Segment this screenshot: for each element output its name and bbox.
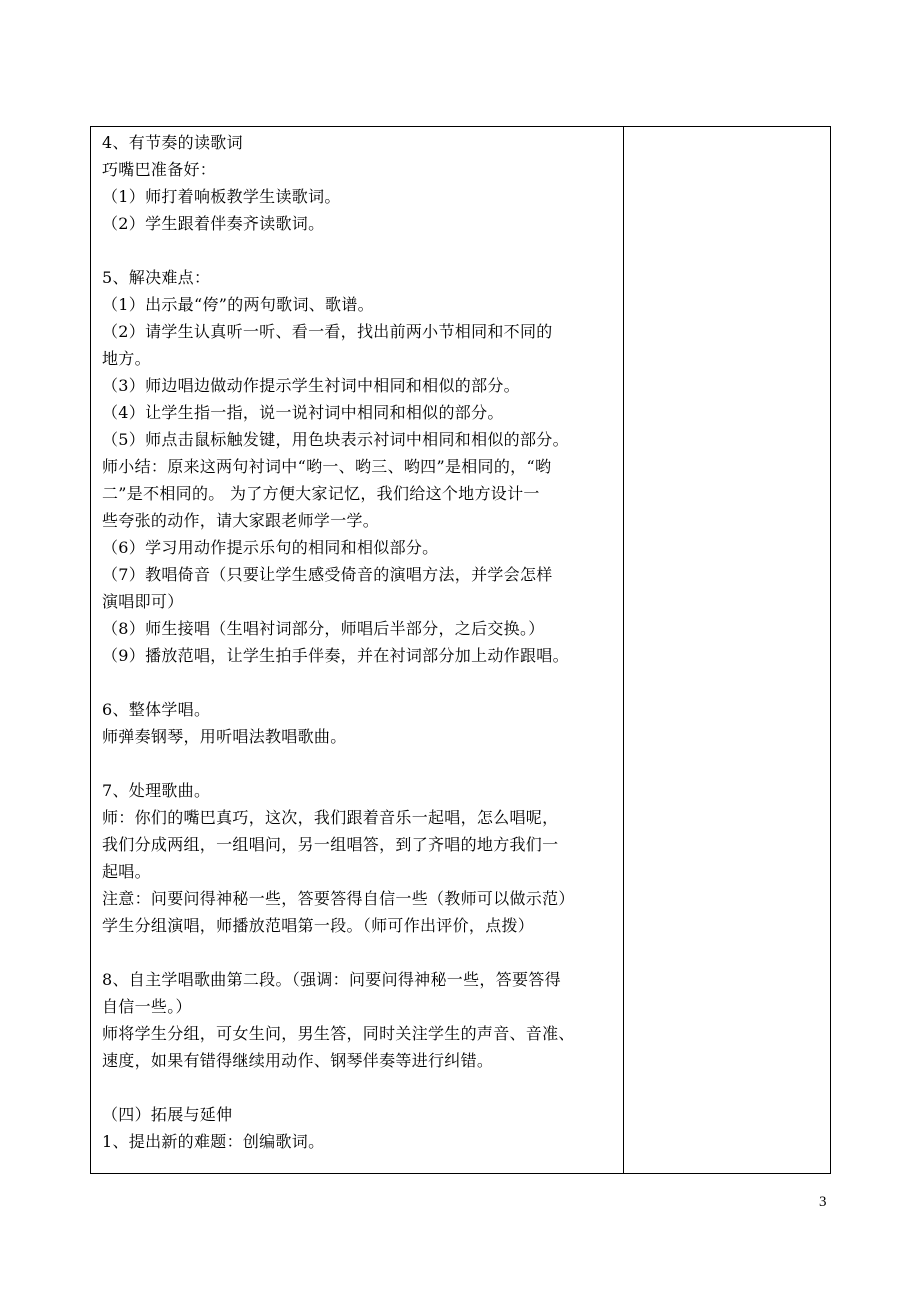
text-line: 4、有节奏的读歌词: [102, 133, 243, 152]
text-line: 6、整体学唱。: [102, 700, 211, 719]
text-line: （6）学习用动作提示乐句的相同和相似部分。: [102, 538, 439, 557]
text-line: 自信一些。）: [102, 997, 192, 1016]
blank-line: [102, 939, 622, 966]
text-line: 7、处理歌曲。: [102, 781, 211, 800]
notes-column-cell: [625, 127, 830, 1173]
text-line: （7）教唱倚音（只要让学生感受倚音的演唱方法，并学会怎样: [102, 565, 553, 584]
lesson-content-cell: [102, 129, 622, 1155]
column-divider: [623, 127, 624, 1173]
text-line: （5）师点击鼠标触发键，用色块表示衬词中相同和相似的部分。: [102, 430, 569, 449]
text-line: 速度，如果有错得继续用动作、钢琴伴奏等进行纠错。: [102, 1051, 494, 1070]
text-line: 巧嘴巴准备好：: [102, 160, 217, 179]
text-line: （9）播放范唱，让学生拍手伴奏，并在衬词部分加上动作跟唱。: [102, 646, 569, 665]
text-line: （2）学生跟着伴奏齐读歌词。: [102, 214, 325, 233]
text-line: 8、自主学唱歌曲第二段。（强调：问要问得神秘一些，答要答得: [102, 970, 561, 989]
blank-line: [102, 750, 622, 777]
blank-line: [102, 669, 622, 696]
text-line: 演唱即可）: [102, 592, 184, 611]
text-line: （1）出示最“侉”的两句歌词、歌谱。: [102, 295, 374, 314]
text-line: 5、解决难点：: [102, 268, 211, 287]
text-line: 注意：问要问得神秘一些，答要答得自信一些（教师可以做示范）: [102, 889, 575, 908]
text-line: 起唱。: [102, 862, 151, 881]
text-line: 我们分成两组，一组唱问，另一组唱答，到了齐唱的地方我们一: [102, 835, 559, 854]
text-line: （8）师生接唱（生唱衬词部分，师唱后半部分，之后交换。）: [102, 619, 545, 638]
blank-line: [102, 1074, 622, 1101]
blank-line: [102, 237, 622, 264]
text-line: （2）请学生认真听一听、看一看，找出前两小节相同和不同的: [102, 322, 553, 341]
lesson-plan-table: [90, 126, 831, 1174]
text-line: 师弹奏钢琴，用听唱法教唱歌曲。: [102, 727, 347, 746]
text-line: 学生分组演唱，师播放范唱第一段。（师可作出评价，点拨）: [102, 916, 535, 935]
text-line: （1）师打着响板教学生读歌词。: [102, 187, 341, 206]
text-line: （四）拓展与延伸: [102, 1105, 233, 1124]
text-line: 地方。: [102, 349, 151, 368]
text-line: 师将学生分组，可女生问，男生答，同时关注学生的声音、音准、: [102, 1024, 575, 1043]
page-number: 3: [819, 1194, 827, 1210]
text-line: 师小结：原来这两句衬词中“哟一、哟三、哟四”是相同的，“哟: [102, 457, 552, 476]
text-line: 些夸张的动作，请大家跟老师学一学。: [102, 511, 380, 530]
text-line: （4）让学生指一指，说一说衬词中相同和相似的部分。: [102, 403, 504, 422]
text-line: （3）师边唱边做动作提示学生衬词中相同和相似的部分。: [102, 376, 520, 395]
text-line: 师：你们的嘴巴真巧，这次，我们跟着音乐一起唱，怎么唱呢，: [102, 808, 559, 827]
text-line: 1、提出新的难题：创编歌词。: [102, 1132, 325, 1151]
text-line: 二”是不相同的。 为了方便大家记忆，我们给这个地方设计一: [102, 484, 540, 503]
